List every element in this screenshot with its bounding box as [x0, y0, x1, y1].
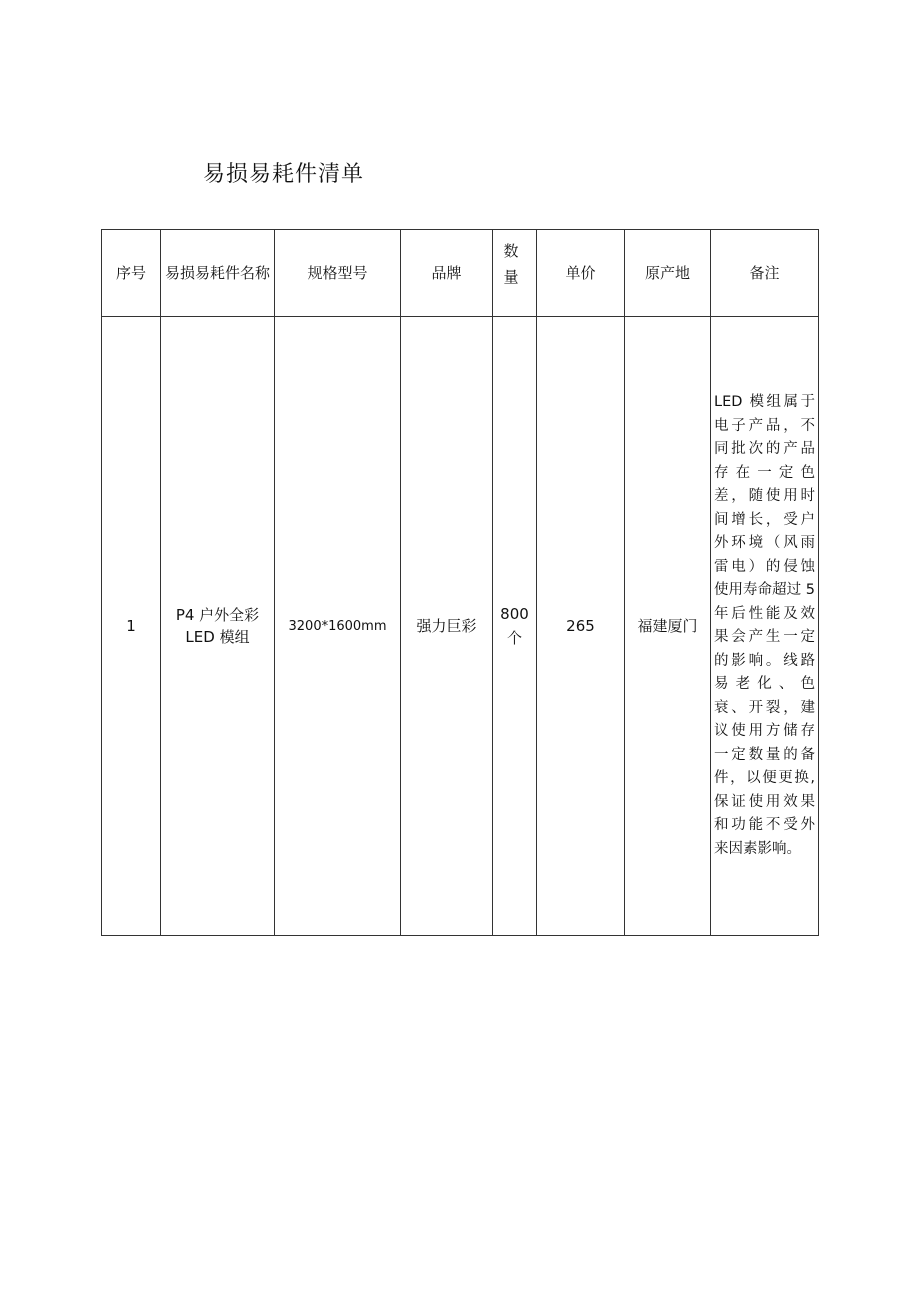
cell-qty-cell	[493, 317, 537, 936]
cell-brand: 强力巨彩	[401, 317, 493, 936]
cell-spec: 3200*1600mm	[288, 619, 387, 634]
cell-price: 265	[537, 317, 625, 936]
cell-qty: 800 个	[500, 605, 529, 647]
header-name: 易损易耗件名称	[161, 230, 275, 317]
cell-spec-cell	[275, 317, 401, 936]
table-header-row	[102, 230, 819, 317]
table-row	[102, 317, 819, 936]
header-qty: 数量	[503, 242, 519, 286]
header-remark: 备注	[711, 230, 819, 317]
parts-table	[101, 229, 819, 936]
cell-remark-cell	[711, 317, 819, 936]
header-brand: 品牌	[401, 230, 493, 317]
header-price: 单价	[537, 230, 625, 317]
cell-seq: 1	[102, 317, 161, 936]
cell-remark: LED 模组属于电子产品，不同批次的产品存在一定色差，随使用时间增长，受户外环境（风雨雷电）的侵蚀使用寿命超过 5 年后性能及效果会产生一定的影响。线路易老化、色衰、开裂，建议使用方储存一定数量的备件，以便更换,保证使用效果和功能不受外来因素影响。	[714, 394, 815, 857]
header-seq: 序号	[102, 230, 161, 317]
header-spec: 规格型号	[275, 230, 401, 317]
cell-name: P4 户外全彩 LED 模组	[161, 317, 275, 936]
cell-origin: 福建厦门	[625, 317, 711, 936]
page-title: 易损易耗件清单	[203, 162, 365, 187]
header-qty-cell	[493, 230, 537, 317]
header-origin: 原产地	[625, 230, 711, 317]
